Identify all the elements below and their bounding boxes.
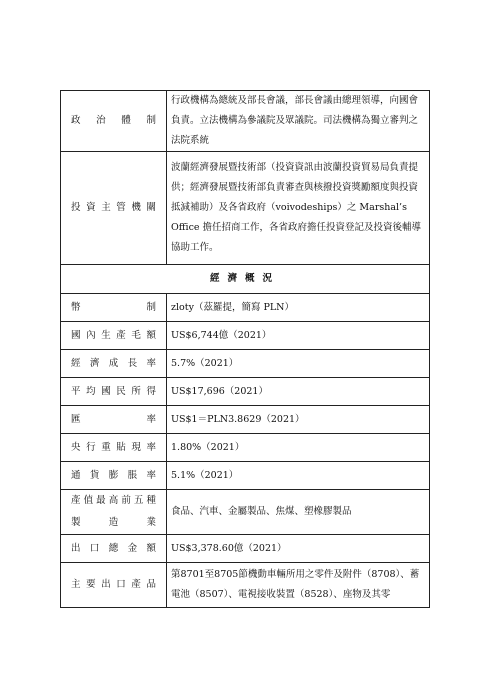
table-row — [61, 322, 430, 350]
row-label: 匯率 — [61, 406, 167, 434]
section-header-row — [61, 265, 430, 294]
table-row — [61, 294, 430, 322]
row-label: 產值最高前五種 製造業 — [61, 490, 167, 535]
table-row — [61, 91, 430, 152]
row-value: zloty（茲羅提，簡寫 PLN） — [167, 294, 430, 322]
table-row — [61, 350, 430, 378]
table-row — [61, 563, 430, 608]
row-value: 1.80%（2021） — [167, 434, 430, 462]
row-label: 平均國民所得 — [61, 378, 167, 406]
row-label: 經濟成長率 — [61, 350, 167, 378]
row-value: 食品、汽車、金屬製品、焦煤、塑橡膠製品 — [167, 490, 430, 535]
table-row — [61, 152, 430, 265]
row-value: US$6,744億（2021） — [167, 322, 430, 350]
row-label: 幣制 — [61, 294, 167, 322]
row-value: 5.7%（2021） — [167, 350, 430, 378]
row-value: 5.1%（2021） — [167, 462, 430, 490]
row-value: 第8701至8705節機動車輛所用之零件及附件（8708）、蓄電池（8507）、電視接收裝置（8528）、座物及其零 — [167, 563, 430, 608]
table-row — [61, 378, 430, 406]
country-info-table — [60, 90, 430, 608]
table-row — [61, 535, 430, 563]
row-label: 出口總金額 — [61, 535, 167, 563]
row-label: 投資主管機關 — [61, 152, 167, 265]
table-row — [61, 490, 430, 535]
table-row — [61, 406, 430, 434]
row-value: US$17,696（2021） — [167, 378, 430, 406]
table-row — [61, 434, 430, 462]
section-title: 經濟概況 — [61, 265, 430, 294]
row-label: 政治體制 — [61, 91, 167, 152]
row-label: 通貨膨脹率 — [61, 462, 167, 490]
row-label: 國內生產毛額 — [61, 322, 167, 350]
row-value: 波蘭經濟發展暨技術部（投資資訊由波蘭投資貿易局負責提供；經濟發展暨技術部負責審查與核撥投資獎勵額度與投資抵減補助）及各省政府（voivodeships）之 Marshal’s Office 擔任招商工作，各省政府擔任投資登記及投資後輔導協助工作。 — [167, 152, 430, 265]
row-value: US$1＝PLN3.8629（2021） — [167, 406, 430, 434]
row-label: 央行重貼現率 — [61, 434, 167, 462]
row-value: 行政機構為總統及部長會議，部長會議由總理領導，向國會負責。立法機構為參議院及眾議院。司法機構為獨立審判之法院系統 — [167, 91, 430, 152]
table-row — [61, 462, 430, 490]
row-label: 主要出口產品 — [61, 563, 167, 608]
row-value: US$3,378.60億（2021） — [167, 535, 430, 563]
